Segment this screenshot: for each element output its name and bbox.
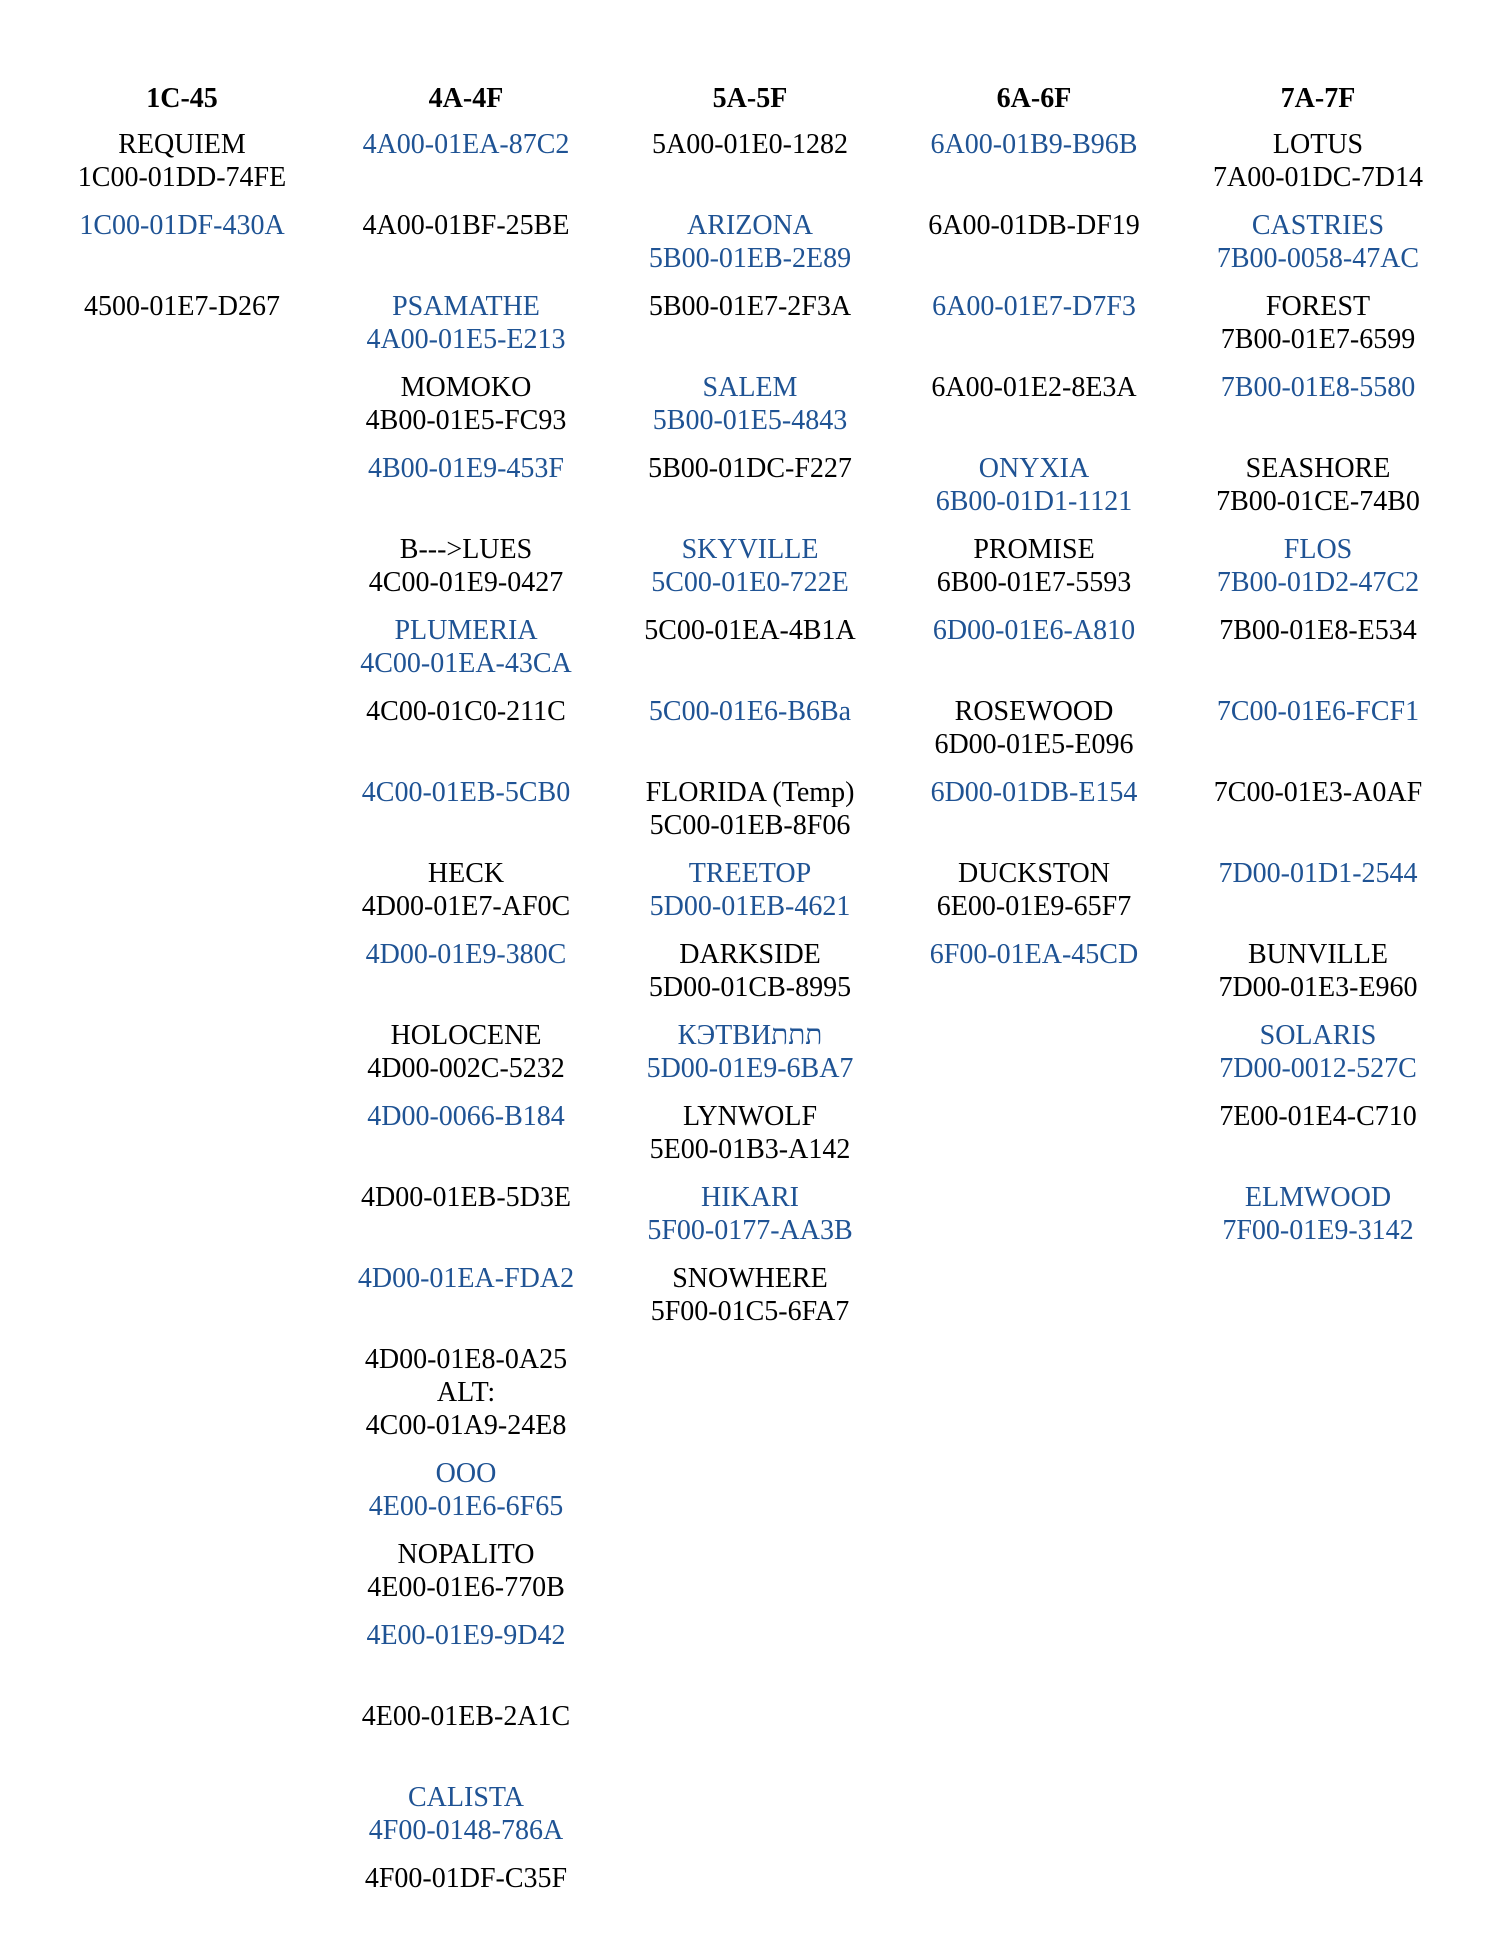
column-2	[608, 82, 892, 1343]
entry-code: 5C00-01EB-8F06	[649, 810, 851, 841]
entry-code: 4C00-01E9-0427	[368, 567, 564, 598]
entry-code: 7D00-0012-527C	[1219, 1053, 1417, 1084]
entry-name: ONYXIA	[978, 453, 1090, 484]
entry	[608, 128, 892, 209]
entry	[608, 452, 892, 533]
entry-code: 6A00-01E2-8E3A	[931, 372, 1137, 403]
entry	[324, 1100, 608, 1181]
entry	[1176, 614, 1460, 695]
column-header: 1C-45	[146, 83, 218, 114]
entry	[1176, 776, 1460, 857]
entry	[1176, 533, 1460, 614]
entry	[608, 1100, 892, 1181]
entry-name: DUCKSTON	[958, 858, 1110, 889]
entry-code: 5C00-01E0-722E	[651, 567, 849, 598]
column-0	[40, 82, 324, 371]
entry	[608, 290, 892, 371]
entry-name: HECK	[427, 858, 505, 889]
entry	[324, 1262, 608, 1343]
entry-name: FLOS	[1283, 534, 1353, 565]
entry-code: 4C00-01EA-43CA	[360, 648, 572, 679]
entry	[324, 1343, 608, 1457]
entry-code: 1C00-01DD-74FE	[77, 162, 287, 193]
entry	[608, 209, 892, 290]
entry-code: 4A00-01EA-87C2	[362, 129, 570, 160]
entry-name: PROMISE	[973, 534, 1095, 565]
entry	[1176, 452, 1460, 533]
entry-code: 1C00-01DF-430A	[79, 210, 285, 241]
entry	[324, 290, 608, 371]
entry-name: HOLOCENE	[390, 1020, 542, 1051]
column-header: 7A-7F	[1280, 83, 1356, 114]
entry	[1176, 857, 1460, 938]
entry	[324, 209, 608, 290]
entry	[324, 1700, 608, 1781]
entry-code: 7F00-01E9-3142	[1222, 1215, 1414, 1246]
column-4	[1176, 82, 1460, 1262]
entry-code: 4B00-01E5-FC93	[365, 405, 567, 436]
entry	[324, 938, 608, 1019]
entry	[608, 938, 892, 1019]
entry-name: NOPALITO	[397, 1539, 535, 1570]
entry-code: 7D00-01D1-2544	[1218, 858, 1418, 889]
entry	[892, 695, 1176, 776]
entry	[40, 128, 324, 209]
entry	[324, 1181, 608, 1262]
entry-name: CALISTA	[408, 1782, 524, 1813]
entry-name: SKYVILLE	[681, 534, 819, 565]
entry-code: 4A00-01BF-25BE	[362, 210, 570, 241]
entry	[892, 938, 1176, 1019]
entry-code: 6A00-01B9-B96B	[930, 129, 1138, 160]
entry-code: 6A00-01E7-D7F3	[932, 291, 1136, 322]
column-3	[892, 82, 1176, 1019]
entry-code: 4D00-0066-B184	[367, 1101, 565, 1132]
entry	[892, 533, 1176, 614]
entry	[324, 695, 608, 776]
entry	[324, 371, 608, 452]
entry-name: HIKARI	[701, 1182, 799, 1213]
entry-code: 4B00-01E9-453F	[368, 453, 564, 484]
entry-code: 5F00-01C5-6FA7	[650, 1296, 850, 1327]
entry-name: TREETOP	[688, 858, 812, 889]
entry	[1176, 209, 1460, 290]
entry-alt-code: 4C00-01A9-24E8	[365, 1410, 567, 1441]
column-header: 6A-6F	[996, 83, 1072, 114]
entry-code: 5D00-01EB-4621	[649, 891, 851, 922]
entry	[1176, 938, 1460, 1019]
entry-name: FLORIDA (Temp)	[645, 777, 855, 808]
entry-name: B--->LUES	[399, 534, 533, 565]
entry	[324, 452, 608, 533]
entry-code: 4A00-01E5-E213	[366, 324, 566, 355]
entry-name: BUNVILLE	[1248, 939, 1388, 970]
entry-code: 7A00-01DC-7D14	[1213, 162, 1423, 193]
entry-code: 4F00-0148-786A	[368, 1815, 564, 1846]
column-header: 4A-4F	[428, 83, 504, 114]
entry-code: 4C00-01C0-211C	[366, 696, 566, 727]
entry-code: 7C00-01E3-A0AF	[1213, 777, 1423, 808]
entry-code: 4D00-002C-5232	[367, 1053, 565, 1084]
entry-code: 6E00-01E9-65F7	[936, 891, 1132, 922]
entry-code: 4F00-01DF-C35F	[364, 1863, 568, 1894]
entry	[40, 209, 324, 290]
entry	[324, 776, 608, 857]
entry-name: PLUMERIA	[394, 615, 538, 646]
entry	[324, 614, 608, 695]
entry-name: PSAMATHE	[392, 291, 540, 322]
entry	[40, 290, 324, 371]
entry-name: 4D00-01E8-0A25	[364, 1344, 568, 1375]
entry-code: 4D00-01EB-5D3E	[361, 1182, 571, 1213]
entry	[892, 371, 1176, 452]
entry-code: 7B00-01E7-6599	[1220, 324, 1416, 355]
entry-code: 4E00-01EB-2A1C	[361, 1701, 571, 1732]
entry-code: 4E00-01E6-6F65	[368, 1491, 564, 1522]
entry	[892, 452, 1176, 533]
entry-code: 5A00-01E0-1282	[652, 129, 848, 160]
entry	[1176, 371, 1460, 452]
entry-code: 7B00-01D2-47C2	[1216, 567, 1420, 598]
entry-code: 7B00-0058-47AC	[1216, 243, 1420, 274]
entry	[1176, 1100, 1460, 1181]
entry-code: 4C00-01EB-5CB0	[361, 777, 571, 808]
column-header: 5A-5F	[712, 83, 788, 114]
entry-name: MOMOKO	[400, 372, 532, 403]
entry-code: 7E00-01E4-C710	[1219, 1101, 1417, 1132]
entry-code: 4D00-01E9-380C	[365, 939, 567, 970]
entry-code: 5B00-01E7-2F3A	[648, 291, 852, 322]
entry-name: ROSEWOOD	[954, 696, 1114, 727]
entry-code: 5B00-01DC-F227	[648, 453, 852, 484]
entry	[1176, 290, 1460, 371]
entry-name: LOTUS	[1272, 129, 1364, 160]
entry-code: 6B00-01D1-1121	[935, 486, 1133, 517]
entry-code: 5D00-01E9-6BA7	[646, 1053, 854, 1084]
entry-code: 5E00-01B3-A142	[649, 1134, 851, 1165]
entry-code: 5B00-01EB-2E89	[648, 243, 852, 274]
entry	[608, 533, 892, 614]
entry-name: LYNWOLF	[682, 1101, 818, 1132]
entry	[1176, 695, 1460, 776]
entry	[324, 1019, 608, 1100]
entry	[324, 1781, 608, 1862]
entry	[608, 1019, 892, 1100]
entry	[324, 1457, 608, 1538]
entry-code: 4500-01E7-D267	[84, 291, 280, 322]
entry-code: 4D00-01EA-FDA2	[357, 1263, 575, 1294]
entry-name: КЭТВИתתת	[677, 1020, 823, 1051]
entry	[892, 776, 1176, 857]
entry-code: 7B00-01E8-E534	[1219, 615, 1417, 646]
entry-name: SNOWHERE	[672, 1263, 828, 1294]
entry-name: ARIZONA	[687, 210, 813, 241]
entry-code: 7D00-01E3-E960	[1218, 972, 1418, 1003]
entry-code: 6D00-01E5-E096	[934, 729, 1134, 760]
entry-code: 6A00-01DB-DF19	[928, 210, 1140, 241]
entry-code: 7B00-01E8-5580	[1220, 372, 1416, 403]
entry-code: 4E00-01E6-770B	[367, 1572, 565, 1603]
entry-code: 6D00-01E6-A810	[932, 615, 1136, 646]
entry	[324, 533, 608, 614]
entry-code: 6F00-01EA-45CD	[929, 939, 1139, 970]
entry-code: 5F00-0177-AA3B	[647, 1215, 853, 1246]
entry	[324, 1619, 608, 1700]
entry-code: 6B00-01E7-5593	[936, 567, 1132, 598]
entry	[608, 371, 892, 452]
entry	[892, 209, 1176, 290]
entry	[892, 128, 1176, 209]
entry-code: 6D00-01DB-E154	[930, 777, 1138, 808]
entry-code: 7C00-01E6-FCF1	[1216, 696, 1420, 727]
entry-name: SOLARIS	[1259, 1020, 1377, 1051]
entry-name: CASTRIES	[1251, 210, 1385, 241]
entry-name: OOO	[435, 1458, 497, 1489]
entry	[324, 1538, 608, 1619]
entry-code: 5C00-01EA-4B1A	[644, 615, 856, 646]
entry	[892, 857, 1176, 938]
entry-name: SEASHORE	[1245, 453, 1391, 484]
entry	[608, 776, 892, 857]
entry	[1176, 1181, 1460, 1262]
entry	[1176, 1019, 1460, 1100]
entry	[324, 857, 608, 938]
column-1	[324, 82, 608, 1943]
entry-code: 5B00-01E5-4843	[652, 405, 848, 436]
entry	[608, 695, 892, 776]
entry-name: SALEM	[702, 372, 798, 403]
entry	[324, 1862, 608, 1943]
entry	[1176, 128, 1460, 209]
entry	[608, 857, 892, 938]
entry	[608, 1262, 892, 1343]
entry-code: ALT:	[436, 1377, 496, 1408]
entry	[608, 614, 892, 695]
entry-name: FOREST	[1265, 291, 1371, 322]
entry	[892, 614, 1176, 695]
entry	[324, 128, 608, 209]
entry-code: 4D00-01E7-AF0C	[361, 891, 571, 922]
entry-code: 7B00-01CE-74B0	[1216, 486, 1420, 517]
entry-code: 5D00-01CB-8995	[648, 972, 852, 1003]
entry-code: 5C00-01E6-B6Ba	[648, 696, 852, 727]
entry-name: ELMWOOD	[1244, 1182, 1392, 1213]
entry-name: REQUIEM	[118, 129, 246, 160]
entry-name: DARKSIDE	[679, 939, 821, 970]
entry	[892, 290, 1176, 371]
entry	[608, 1181, 892, 1262]
entry-code: 4E00-01E9-9D42	[366, 1620, 566, 1651]
